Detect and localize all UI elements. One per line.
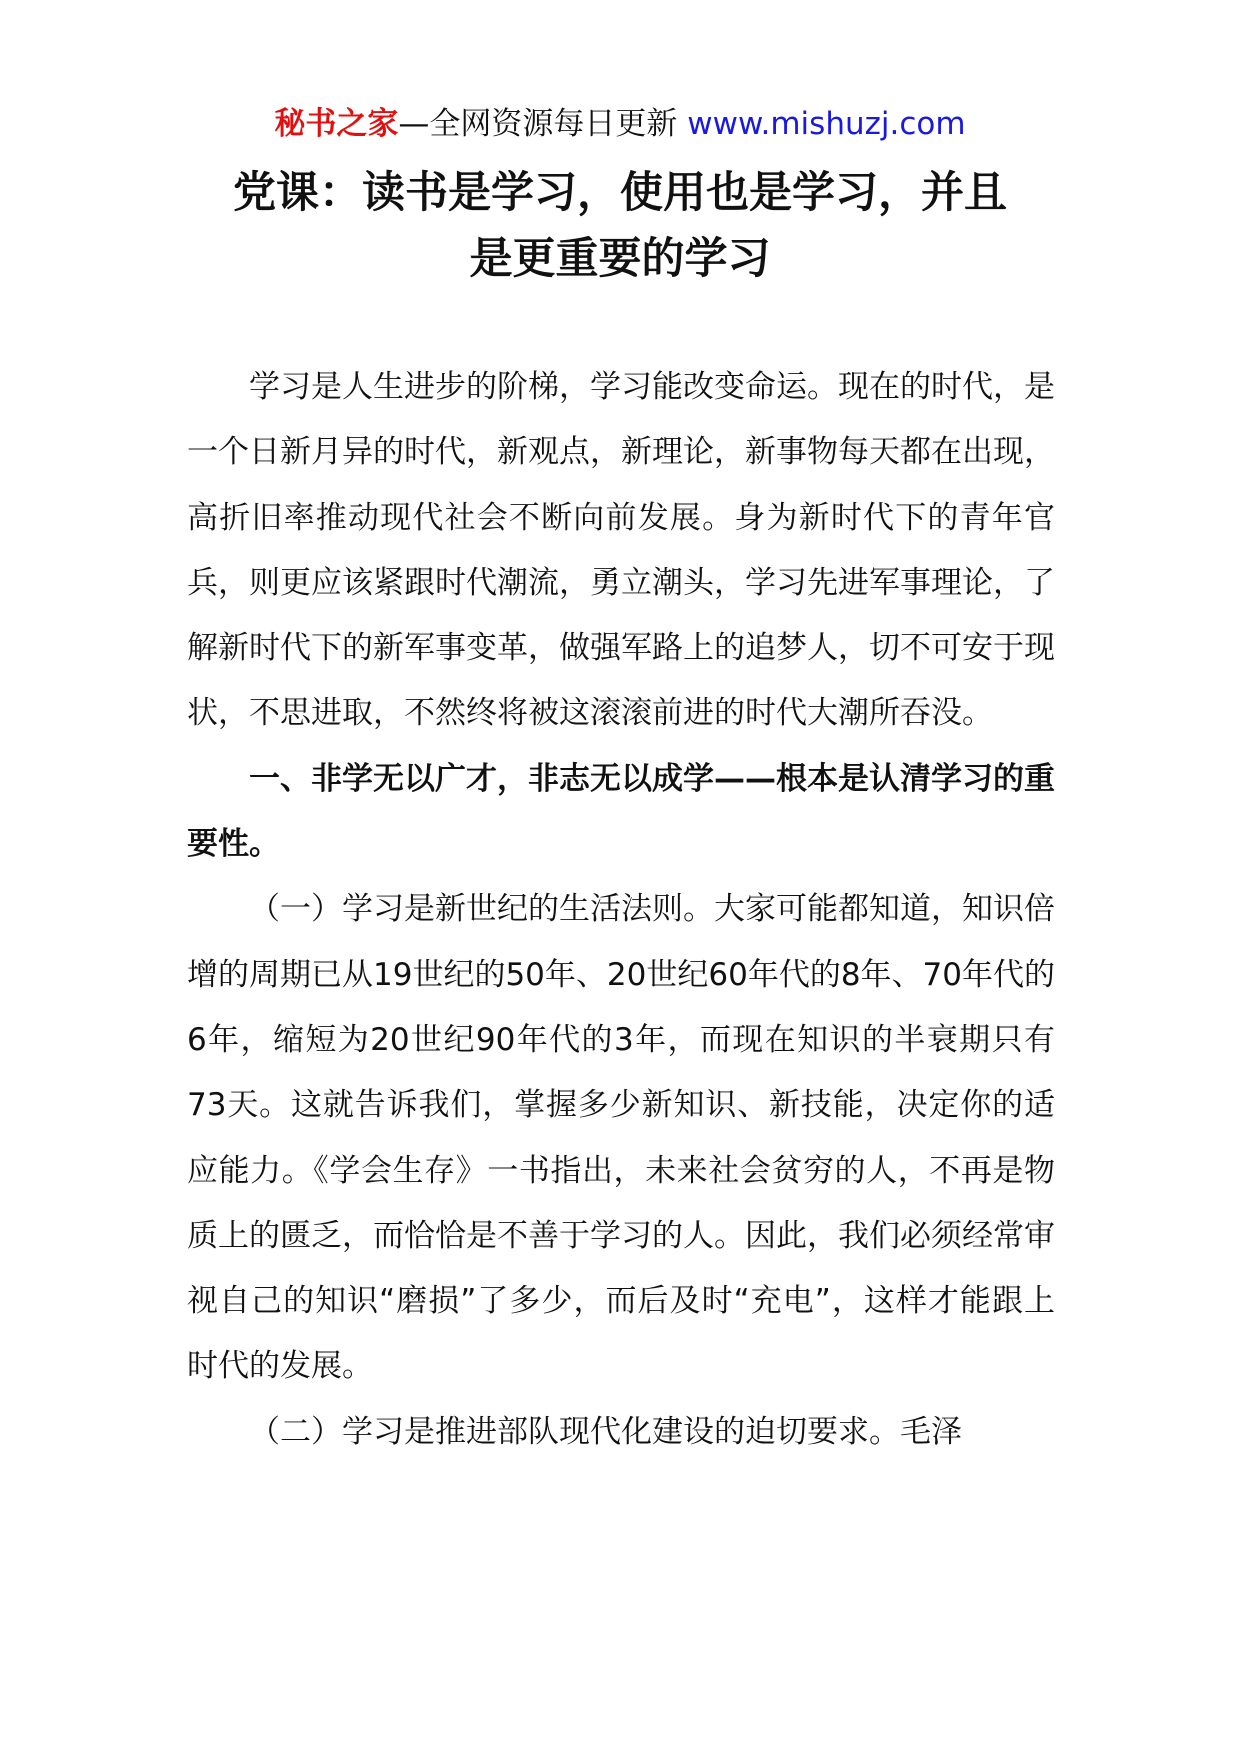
section-heading-1: 一、非学无以广才，非志无以成学——根本是认清学习的重要性。: [187, 760, 1055, 863]
site-header: [0, 101, 1240, 147]
subsection-paragraph-1: （一）学习是新世纪的生活法则。大家可能都知道，知识倍增的周期已从19世纪的50年、20世纪60年代的8年、70年代的6年，缩短为20世纪90年代的3年，而现在知识的半衰期只有73天。这就告诉我们，掌握多少新知识、新技能，决定你的适应能力。《学会生存》一书指出，未来社会贫穷的人，不再是物质上的匮乏，而恰恰是不善于学习的人。因此，我们必须经常审视自己的知识“磨损”了多少，而后及时“充电”，这样才能跟上时代的发展。: [187, 891, 1055, 1385]
subsection-paragraph-2: （二）学习是推进部队现代化建设的迫切要求。毛泽: [249, 1413, 962, 1450]
site-url-link[interactable]: www.mishuzj.com: [687, 106, 966, 142]
document-title: [190, 160, 1050, 292]
brand-name: 秘书之家: [274, 106, 399, 142]
intro-paragraph: 学习是人生进步的阶梯，学习能改变命运。现在的时代，是一个日新月异的时代，新观点，新理论，新事物每天都在出现，高折旧率推动现代社会不断向前发展。身为新时代下的青年官兵，则更应该紧跟时代潮流，勇立潮头，学习先进军事理论，了解新时代下的新军事变革，做强军路上的追梦人，切不可安于现状，不思进取，不然终将被这滚滚前进的时代大潮所吞没。: [187, 369, 1055, 732]
document-body: [187, 355, 1055, 1465]
title-line-1: 党课：读书是学习，使用也是学习，并且: [233, 168, 1007, 218]
header-tagline: —全网资源每日更新: [398, 106, 688, 142]
title-line-2: 是更重要的学习: [469, 234, 771, 284]
